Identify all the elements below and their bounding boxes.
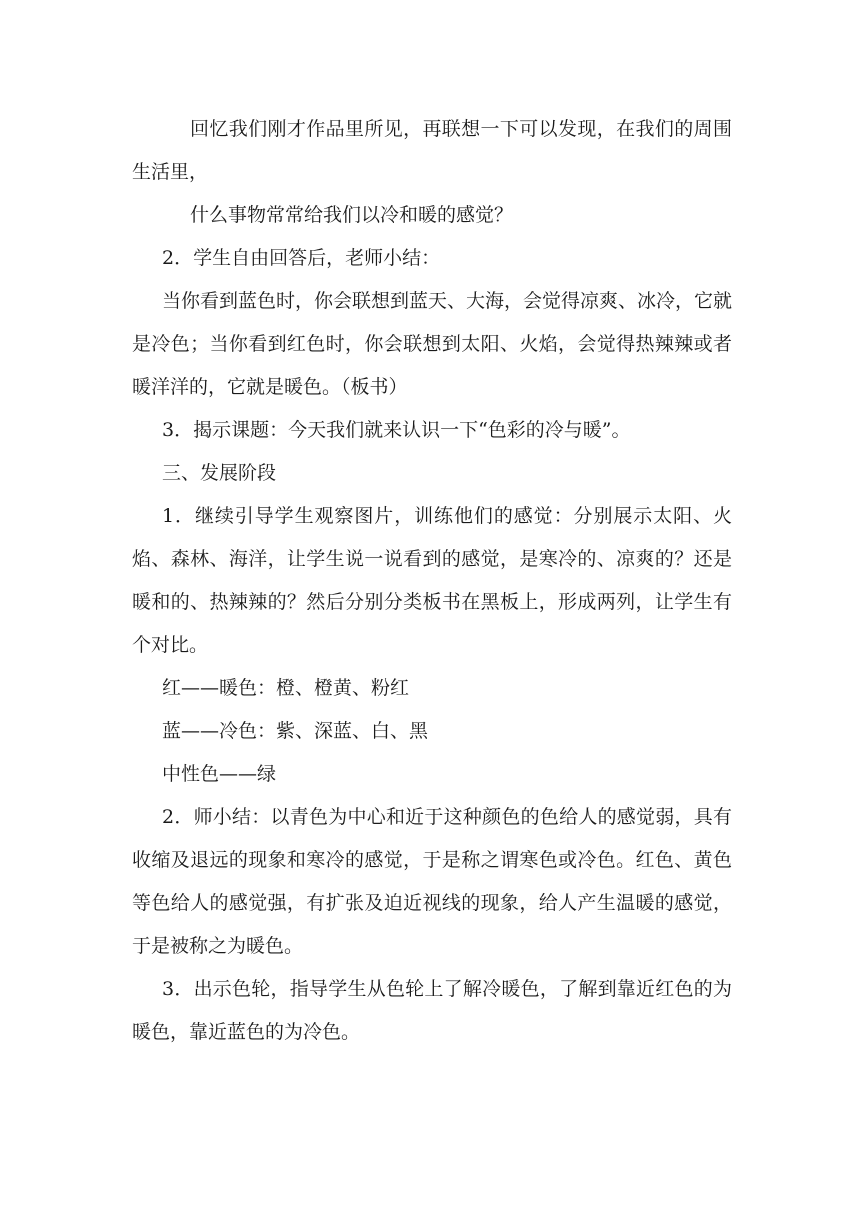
paragraph-recall: 回忆我们刚才作品里所见，再联想一下可以发现，在我们的周围生活里，: [132, 118, 732, 183]
list-item-warm-colors: 红——暖色：橙、橙黄、粉红: [162, 677, 410, 699]
paragraph-blue-red-explanation: 当你看到蓝色时，你会联想到蓝天、大海，会觉得凉爽、冰冷，它就是冷色；当你看到红色时，你会联想到太阳、火焰，会觉得热辣辣或者暖洋洋的，它就是暖色。（板书）: [132, 290, 733, 398]
paragraph-color-wheel: 3．出示色轮，指导学生从色轮上了解冷暖色，了解到靠近红色的为暖色，靠近蓝色的为冷色。: [132, 978, 732, 1043]
paragraph-step-2-summary: 2．学生自由回答后，老师小结：: [162, 247, 441, 269]
document-body: [132, 108, 732, 1054]
paragraph-question: 什么事物常常给我们以冷和暖的感觉？: [190, 204, 514, 226]
paragraph-observe-pictures: 1．继续引导学生观察图片，训练他们的感觉：分别展示太阳、火焰、森林、海洋，让学生说一说看到的感觉，是寒冷的、凉爽的？还是暖和的、热辣辣的？然后分别分类板书在黑板上，形成两列，让学生有个对比。: [132, 505, 732, 656]
section-heading-development: 三、发展阶段: [162, 462, 277, 484]
paragraph-step-3-topic: 3．揭示课题：今天我们就来认识一下“色彩的冷与暖”。: [162, 419, 631, 441]
list-item-neutral-color: 中性色——绿: [162, 763, 277, 785]
list-item-cool-colors: 蓝——冷色：紫、深蓝、白、黑: [162, 720, 429, 742]
paragraph-teacher-summary: 2．师小结：以青色为中心和近于这种颜色的色给人的感觉弱，具有收缩及退远的现象和寒冷的感觉，于是称之谓寒色或冷色。红色、黄色等色给人的感觉强，有扩张及迫近视线的现象，给人产生温暖的感觉，于是被称之为暖色。: [132, 806, 732, 957]
